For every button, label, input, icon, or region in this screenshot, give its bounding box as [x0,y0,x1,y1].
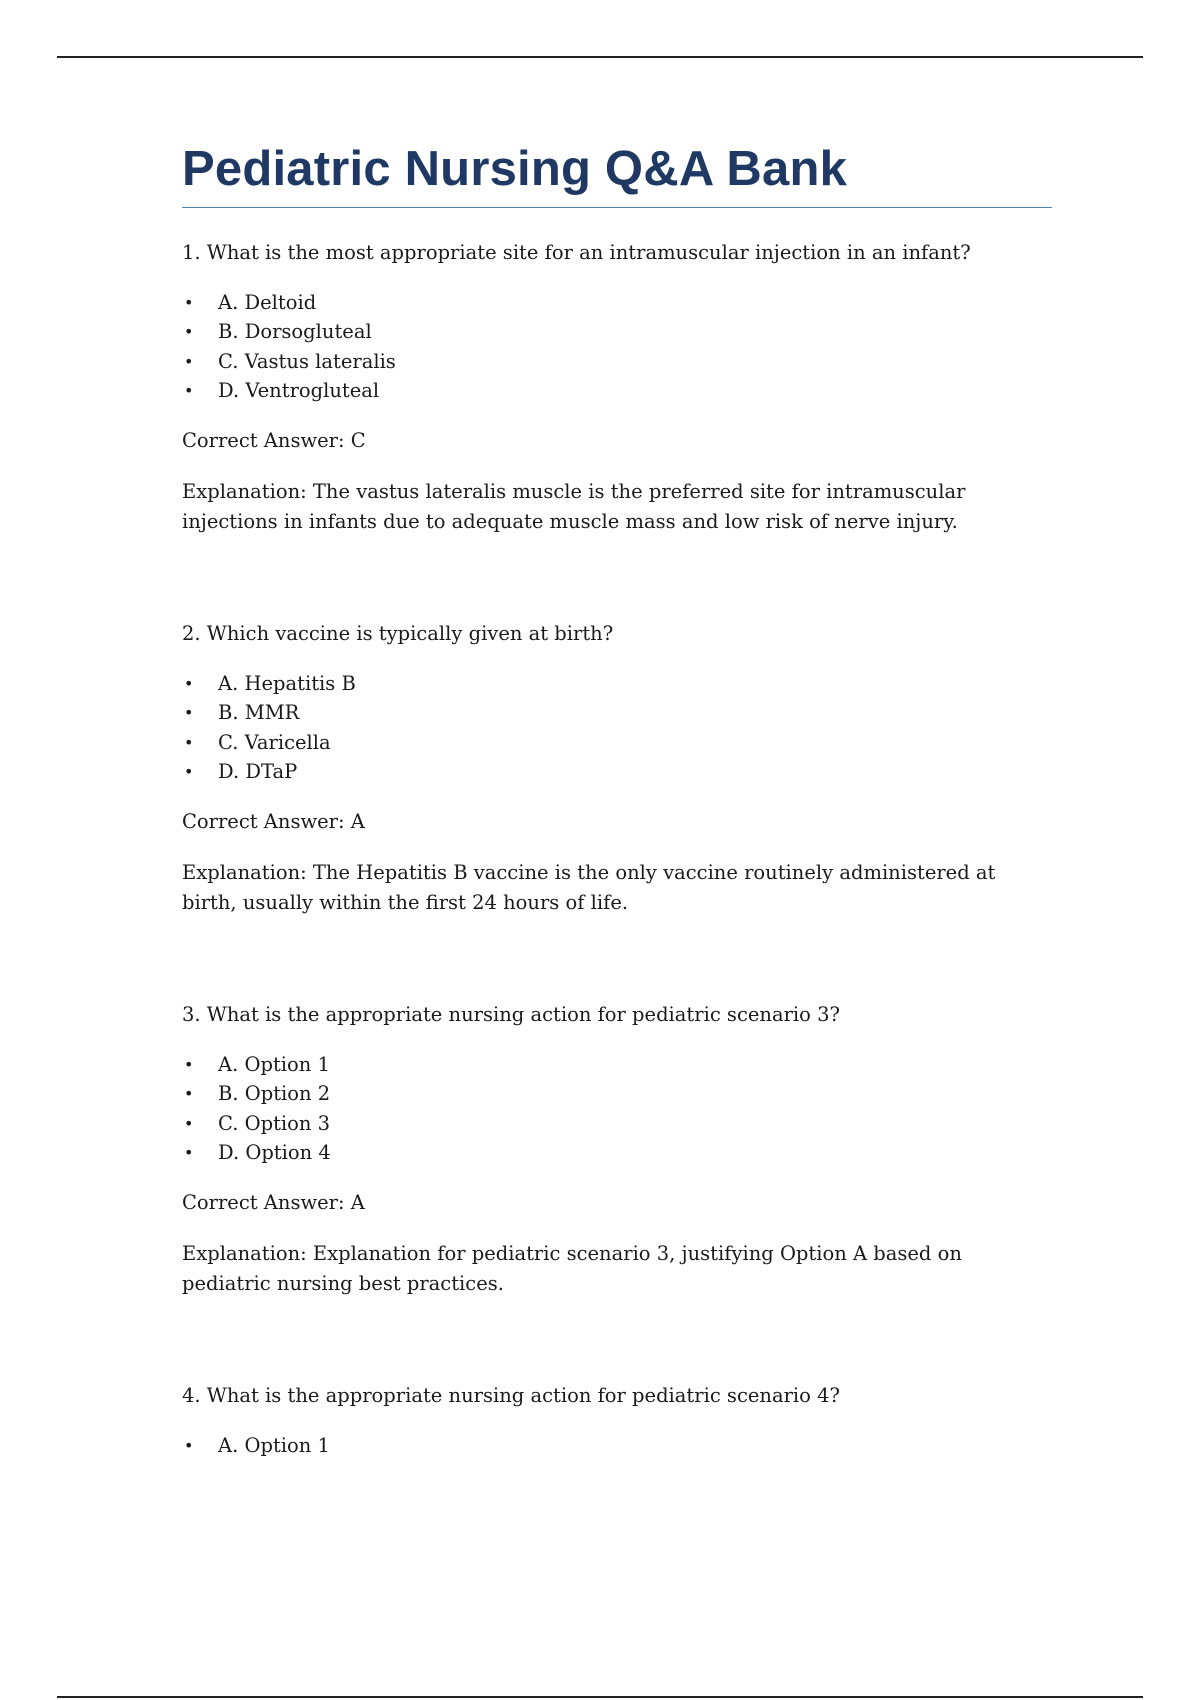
option-list [182,669,1052,787]
question-block [182,1000,1052,1299]
option-label: C. Varicella [218,730,331,754]
option-item [182,757,1052,787]
bullet-icon: • [184,762,194,782]
option-item [182,288,1052,318]
explanation: Explanation: The Hepatitis B vaccine is the only vaccine routinely administered at birth, usually within the first 24 hours of life. [182,860,996,914]
option-label: A. Hepatitis B [218,671,356,695]
explanation: Explanation: The vastus lateralis muscle is the preferred site for intramuscular injections in infants due to adequate muscle mass and low risk of nerve injury. [182,479,966,533]
question-text: 4. What is the appropriate nursing action for pediatric scenario 4? [182,1383,840,1407]
option-item [182,728,1052,758]
question-text: 2. Which vaccine is typically given at birth? [182,621,614,645]
option-item [182,1109,1052,1139]
option-label: D. DTaP [218,760,298,784]
option-item [182,376,1052,406]
bullet-icon: • [184,292,194,312]
option-label: B. Option 2 [218,1082,331,1106]
option-list [182,1431,1052,1461]
option-label: D. Option 4 [218,1141,331,1165]
bullet-icon: • [184,703,194,723]
option-item [182,1050,1052,1080]
option-label: A. Option 1 [218,1052,330,1076]
option-label: A. Deltoid [218,290,317,314]
page-top-rule [57,56,1143,58]
bullet-icon: • [184,381,194,401]
option-item [182,669,1052,699]
explanation: Explanation: Explanation for pediatric scenario 3, justifying Option A based on pediatric nursing best practices. [182,1241,962,1295]
bullet-icon: • [184,351,194,371]
bullet-icon: • [184,1435,194,1455]
option-label: A. Option 1 [218,1433,330,1457]
option-item [182,698,1052,728]
option-label: C. Option 3 [218,1111,331,1135]
option-item [182,1431,1052,1461]
page-bottom-rule [57,1696,1143,1698]
option-item [182,1138,1052,1168]
document-title: Pediatric Nursing Q&A Bank [182,142,848,196]
bullet-icon: • [184,1084,194,1104]
option-label: B. MMR [218,701,300,725]
question-text: 1. What is the most appropriate site for an intramuscular injection in an infant? [182,240,971,264]
option-item [182,1079,1052,1109]
option-list [182,1050,1052,1168]
option-list [182,288,1052,406]
option-item [182,347,1052,377]
title-underline [182,207,1052,208]
correct-answer: Correct Answer: C [182,428,366,452]
question-block [182,238,1052,537]
correct-answer: Correct Answer: A [182,1190,365,1214]
document-body [182,140,1052,1480]
bullet-icon: • [184,673,194,693]
option-label: C. Vastus lateralis [218,349,396,373]
question-block [182,1381,1052,1461]
bullet-icon: • [184,322,194,342]
option-label: D. Ventrogluteal [218,379,380,403]
correct-answer: Correct Answer: A [182,809,365,833]
bullet-icon: • [184,1143,194,1163]
question-text: 3. What is the appropriate nursing action for pediatric scenario 3? [182,1002,840,1026]
bullet-icon: • [184,1113,194,1133]
bullet-icon: • [184,732,194,752]
bullet-icon: • [184,1054,194,1074]
option-label: B. Dorsogluteal [218,320,372,344]
option-item [182,317,1052,347]
question-block [182,619,1052,918]
